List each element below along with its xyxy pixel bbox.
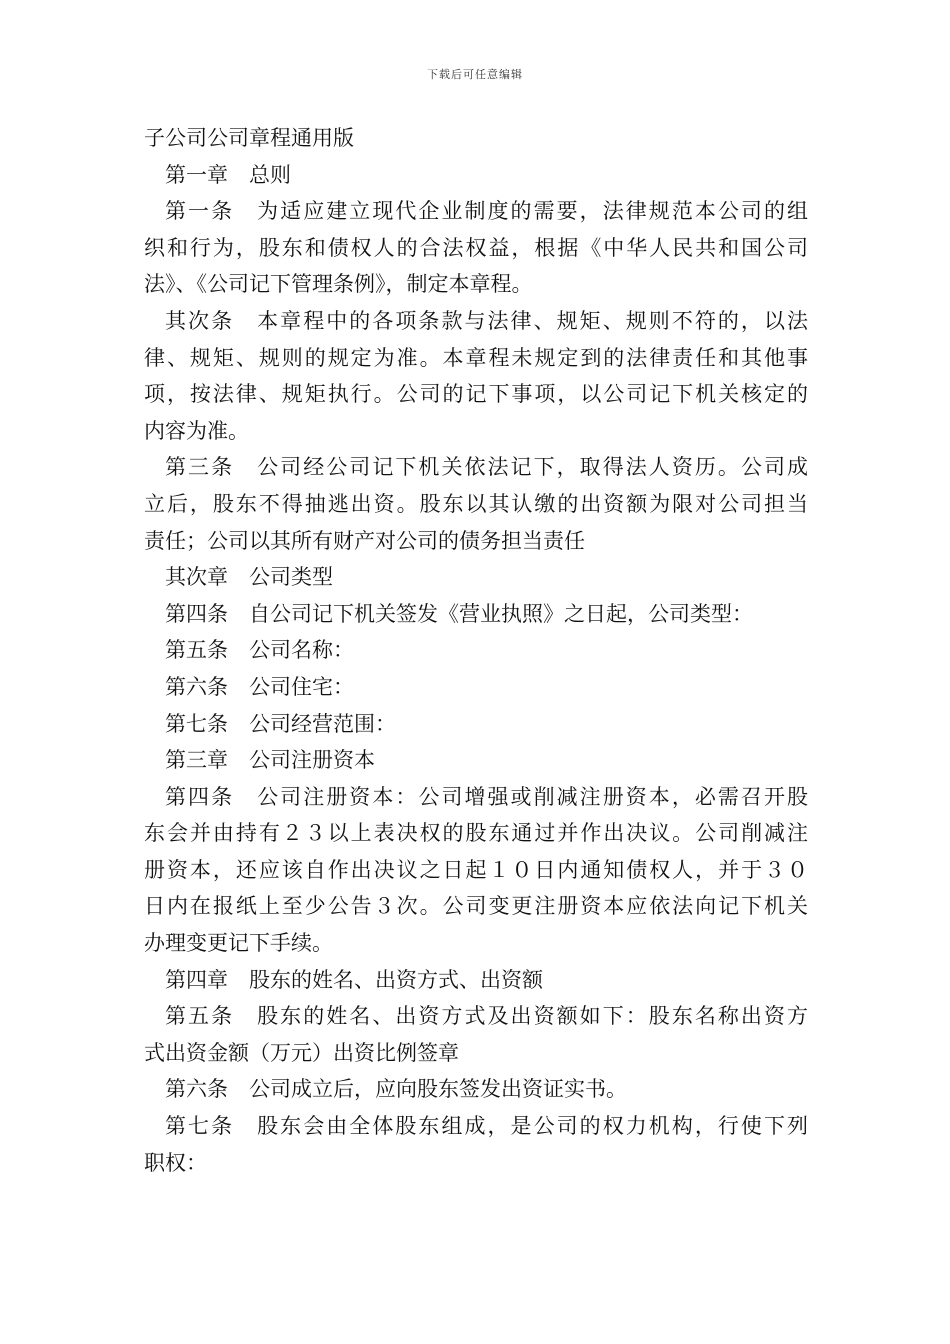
- article-line: 法》、《公司记下管理条例》，制定本章程。: [144, 272, 533, 297]
- article-line: 第一条 为适应建立现代企业制度的需要，法律规范本公司的组: [165, 199, 808, 224]
- article-line: 第三条 公司经公司记下机关依法记下，取得法人资历。公司成: [165, 455, 808, 480]
- article-line: 日内在报纸上至少公告３次。公司变更注册资本应依法向记下机关: [144, 894, 808, 919]
- article-line: 责任；公司以其所有财产对公司的债务担当责任: [144, 528, 585, 553]
- chapter-heading: 第四章 股东的姓名、出资方式、出资额: [165, 967, 543, 992]
- article-line: 项，按法律、规矩执行。公司的记下事项，以公司记下机关核定的: [144, 382, 808, 407]
- article-paragraph: [144, 998, 808, 1071]
- article-line: 第五条 公司名称：: [165, 638, 354, 663]
- article-line: 东会并由持有２３以上表决权的股东通过并作出决议。公司削减注: [144, 821, 808, 846]
- document-title: 子公司公司章程通用版: [144, 126, 354, 150]
- article-line: 办理变更记下手续。: [144, 931, 333, 956]
- chapter-heading: 第一章 总则: [165, 162, 291, 187]
- article-line: 第四条 自公司记下机关签发《营业执照》之日起，公司类型：: [165, 601, 753, 626]
- header-note: 下载后可任意编辑: [427, 68, 523, 81]
- article-paragraph: [144, 193, 808, 303]
- article-line: 其次条 本章程中的各项条款与法律、规矩、规则不符的，以法: [165, 308, 808, 333]
- article-line: 册资本，还应该自作出决议之日起１０日内通知债权人，并于３０: [144, 857, 808, 882]
- article-line: 内容为准。: [144, 418, 249, 443]
- article-paragraph: [144, 449, 808, 559]
- article-paragraph: [144, 1108, 808, 1181]
- article-line: 律、规矩、规则的规定为准。本章程未规定到的法律责任和其他事: [144, 345, 808, 370]
- chapter-heading: 其次章 公司类型: [165, 565, 333, 590]
- article-line: 第七条 公司经营范围：: [165, 711, 396, 736]
- article-line: 式出资金额（万元）出资比例签章: [144, 1040, 459, 1065]
- chapter-heading: 第三章 公司注册资本: [165, 748, 375, 773]
- article-line: 织和行为，股东和债权人的合法权益，根据《中华人民共和国公司: [144, 235, 808, 260]
- article-line: 第六条 公司成立后，应向股东签发出资证实书。: [165, 1077, 627, 1102]
- document-body: [144, 120, 808, 1181]
- article-paragraph: [144, 303, 808, 449]
- article-line: 第七条 股东会由全体股东组成，是公司的权力机构，行使下列: [165, 1114, 808, 1139]
- article-line: 第六条 公司住宅：: [165, 674, 354, 699]
- article-line: 职权：: [144, 1150, 207, 1175]
- article-line: 立后，股东不得抽逃出资。股东以其认缴的出资额为限对公司担当: [144, 491, 808, 516]
- article-paragraph: [144, 779, 808, 962]
- article-line: 第四条 公司注册资本：公司增强或削减注册资本，必需召开股: [165, 784, 808, 809]
- article-line: 第五条 股东的姓名、出资方式及出资额如下：股东名称出资方: [165, 1004, 808, 1029]
